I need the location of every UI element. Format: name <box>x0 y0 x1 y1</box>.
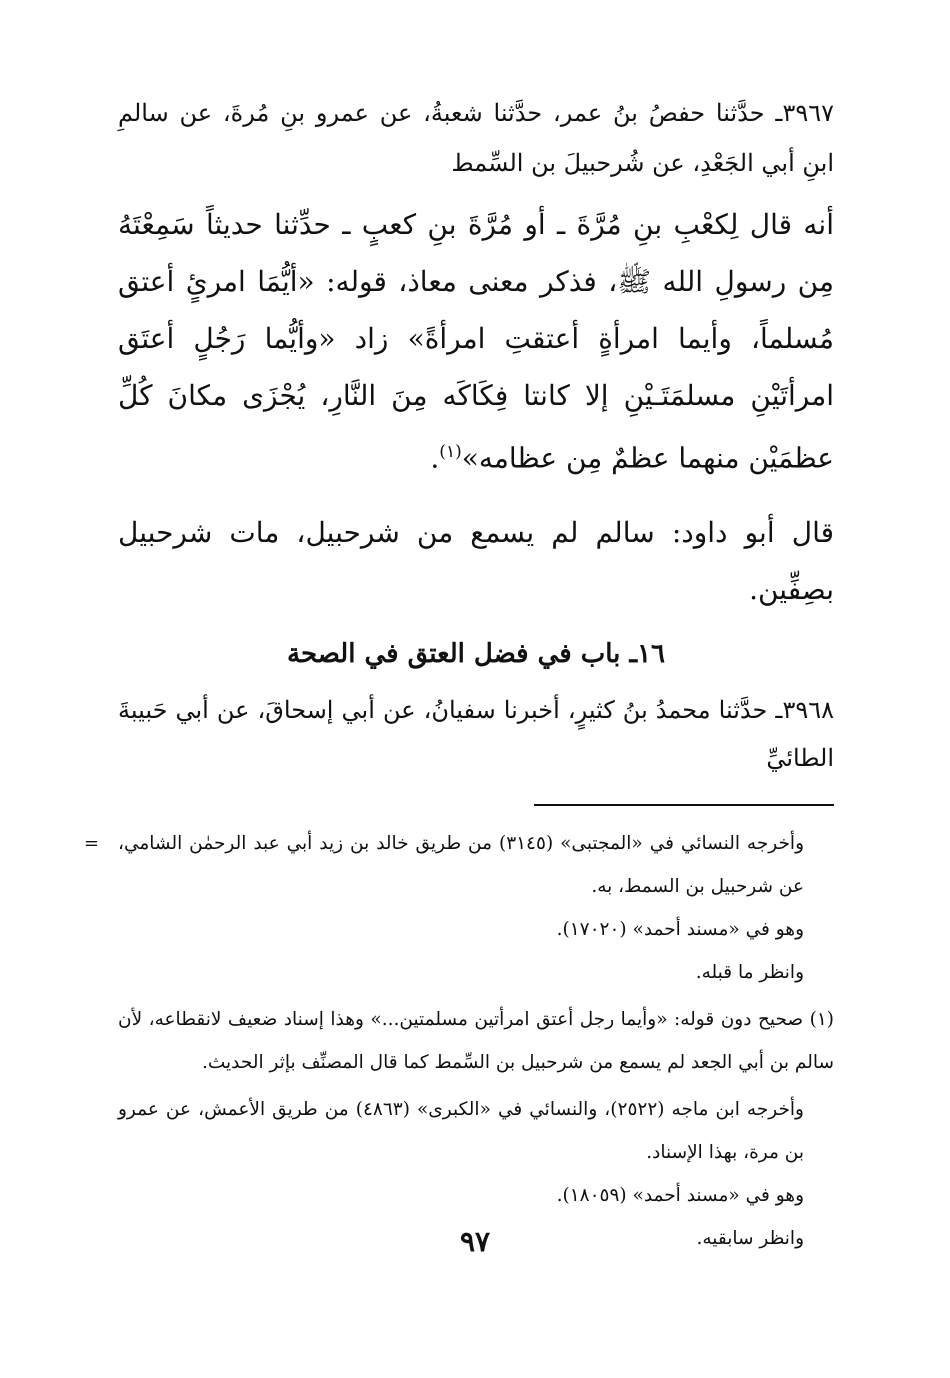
footnote-prev-3: وانظر ما قبله. <box>695 962 804 984</box>
hadith-3968-isnad: ٣٩٦٨ـ حدَّثنا محمدُ بنُ كثيرٍ، أخبرنا سفيانُ، عن أبي إسحاقَ، عن أبي حَبيبةَ الطائيِّ <box>118 696 834 773</box>
continuation-mark: = <box>84 833 100 855</box>
hadith-3967-matn-text: أنه قال لِكعْبِ بنِ مُرَّةَ ـ أو مُرَّةَ بنِ كعبٍ ـ حدِّثنا حديثاً سَمِعْتَهُ مِن رسولِ الله ﷺ، فذكر معنى معاذ، قوله: «أيُّمَا امرئٍ أعتق مُسلماً، وأيما امرأةٍ أعتقتِ امرأةً» زاد «وأيُّما رَجُلٍ أعتَق امرأتَيْنِ مسلمَتَـيْنِ إلا كانتا فِكَاكَه مِنَ النَّارِ، يُجْزَى مكانَ كُلِّ عظمَيْن منهما عظمٌ مِن عظامه» <box>118 208 834 475</box>
footnote-1-b: وأخرجه ابن ماجه (٢٥٢٢)، والنسائي في «الكبرى» (٤٨٦٣) من طريق الأعمش، عن عمرو بن مرة، بهذا الإسناد. <box>118 1099 804 1164</box>
hadith-3967-end: . <box>430 441 440 475</box>
hadith-3967-isnad: ٣٩٦٧ـ حدَّثنا حفصُ بنُ عمر، حدَّثنا شعبةُ، عن عمرو بنِ مُرةَ، عن سالمِ ابنِ أبي الجَعْدِ، عن شُرحبيلَ بن السِّمط <box>118 99 834 177</box>
footnotes-section <box>84 822 834 1260</box>
footnote-divider <box>534 804 834 806</box>
hadith-3967-matn <box>118 196 834 486</box>
footnote-1-d: وانظر سابقيه. <box>696 1228 804 1250</box>
chapter-title: ١٦ـ باب في فضل العتق في الصحة <box>287 639 665 670</box>
footnote-prev-1 <box>84 822 834 908</box>
chapter-heading-wrap <box>118 618 834 686</box>
page-number: ٩٧ <box>459 1225 491 1258</box>
page-body <box>84 88 835 1260</box>
footnote-1-c: وهو في «مسند أحمد» (١٨٠٥٩). <box>556 1185 804 1207</box>
footnote-1-a: (١) صحيح دون قوله: «وأيما رجل أعتق امرأتين مسلمتين...» وهذا إسناد ضعيف لانقطاعه، لأن سالم بن أبي الجعد لم يسمع من شرحبيل بن السِّمط كما قال المصنِّف بإثر الحديث. <box>118 1009 834 1074</box>
footnote-ref-1[interactable]: (١) <box>439 442 462 462</box>
abu-dawud-note: قال أبو داود: سالم لم يسمع من شرحبيل، مات شرحبيل بصِفِّين. <box>118 516 835 607</box>
footnote-prev-2: وهو في «مسند أحمد» (١٧٠٢٠). <box>556 919 804 941</box>
footnote-prev-1-text: وأخرجه النسائي في «المجتبى» (٣١٤٥) من طريق خالد بن زيد أبي عبد الرحمٰن الشامي، عن شرحبيل بن السمط، به. <box>118 833 804 898</box>
